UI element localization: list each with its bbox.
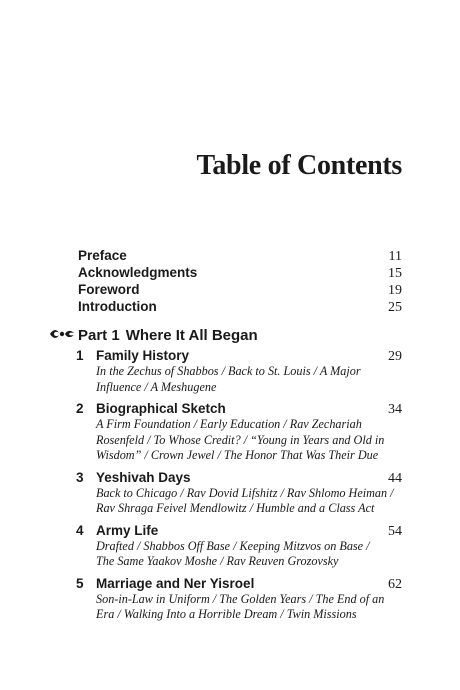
chapter-page-number: 34 xyxy=(388,402,402,417)
chapter-title: Family History xyxy=(96,348,190,363)
entry-label: Preface xyxy=(78,248,127,263)
chapter-subsections xyxy=(96,539,402,570)
subsection-line: In the Zechus of Shabbos / Back to St. Louis / A Major xyxy=(96,364,361,378)
chapter-page-number: 44 xyxy=(388,470,402,486)
chapter-number: 4 xyxy=(76,522,84,538)
chapter-entry[interactable] xyxy=(76,522,402,570)
subsection-line: Era / Walking Into a Horrible Dream / Twin Missions xyxy=(96,607,357,621)
subsection-line: Wisdom” / Crown Jewel / The Honor That Was Their Due xyxy=(96,448,379,462)
entry-page-number: 19 xyxy=(388,283,402,298)
subsection-line: A Firm Foundation / Early Education / Rav Zechariah xyxy=(96,417,362,431)
entry-page-number: 15 xyxy=(388,266,402,281)
chapter-page-number: 62 xyxy=(388,576,402,592)
decorative-fleuron-icon xyxy=(48,327,76,341)
subsection-line: Drafted / Shabbos Off Base / Keeping Mitzvos on Base / xyxy=(96,538,370,553)
chapter-subsections xyxy=(96,417,402,464)
chapter-entry[interactable] xyxy=(76,400,402,464)
subsection-line: The Same Yaakov Moshe / Rav Reuven Grozovsky xyxy=(96,554,339,568)
chapter-subsections xyxy=(96,592,402,623)
entry-page-number: 25 xyxy=(388,300,402,315)
front-matter-entry[interactable] xyxy=(78,281,402,298)
entry-page-number: 11 xyxy=(388,249,402,264)
chapter-title: Biographical Sketch xyxy=(96,401,226,416)
chapter-title: Yeshivah Days xyxy=(96,469,191,485)
subsection-line: Rav Shraga Feivel Mendlowitz / Humble and a Class Act xyxy=(96,501,375,515)
chapter-subsections xyxy=(96,364,402,395)
entry-label: Acknowledgments xyxy=(78,265,198,280)
part-label: Part 1 xyxy=(78,327,120,344)
chapter-page-number: 29 xyxy=(388,349,402,364)
front-matter-entry[interactable] xyxy=(78,264,402,281)
chapter-number: 5 xyxy=(76,575,84,591)
front-matter-entry[interactable] xyxy=(78,247,402,264)
chapter-number: 3 xyxy=(76,469,84,485)
chapter-title: Army Life xyxy=(96,522,159,538)
chapter-subsections xyxy=(96,486,402,517)
front-matter-list xyxy=(78,247,402,315)
part-title: Where It All Began xyxy=(125,327,258,344)
part-heading xyxy=(48,326,258,344)
chapter-entry[interactable] xyxy=(76,347,402,395)
page-title: Table of Contents xyxy=(196,150,402,181)
subsection-line: Son-in-Law in Uniform / The Golden Years / The End of an xyxy=(96,591,385,606)
front-matter-entry[interactable] xyxy=(78,298,402,315)
subsection-line: Back to Chicago / Rav Dovid Lifshitz / Rav Shlomo Heiman / xyxy=(96,485,394,500)
chapter-entry[interactable] xyxy=(76,469,402,517)
entry-label: Introduction xyxy=(78,299,157,314)
chapter-number: 1 xyxy=(76,348,84,363)
entry-label: Foreword xyxy=(78,282,140,297)
chapter-entry[interactable] xyxy=(76,575,402,623)
chapter-number: 2 xyxy=(76,401,84,416)
chapter-title: Marriage and Ner Yisroel xyxy=(96,575,255,591)
subsection-line: Rosenfeld / To Whose Credit? / “Young in Years and Old in xyxy=(96,432,385,447)
subsection-line: Influence / A Meshugene xyxy=(96,379,217,394)
chapter-list xyxy=(76,347,402,628)
chapter-page-number: 54 xyxy=(388,523,402,539)
